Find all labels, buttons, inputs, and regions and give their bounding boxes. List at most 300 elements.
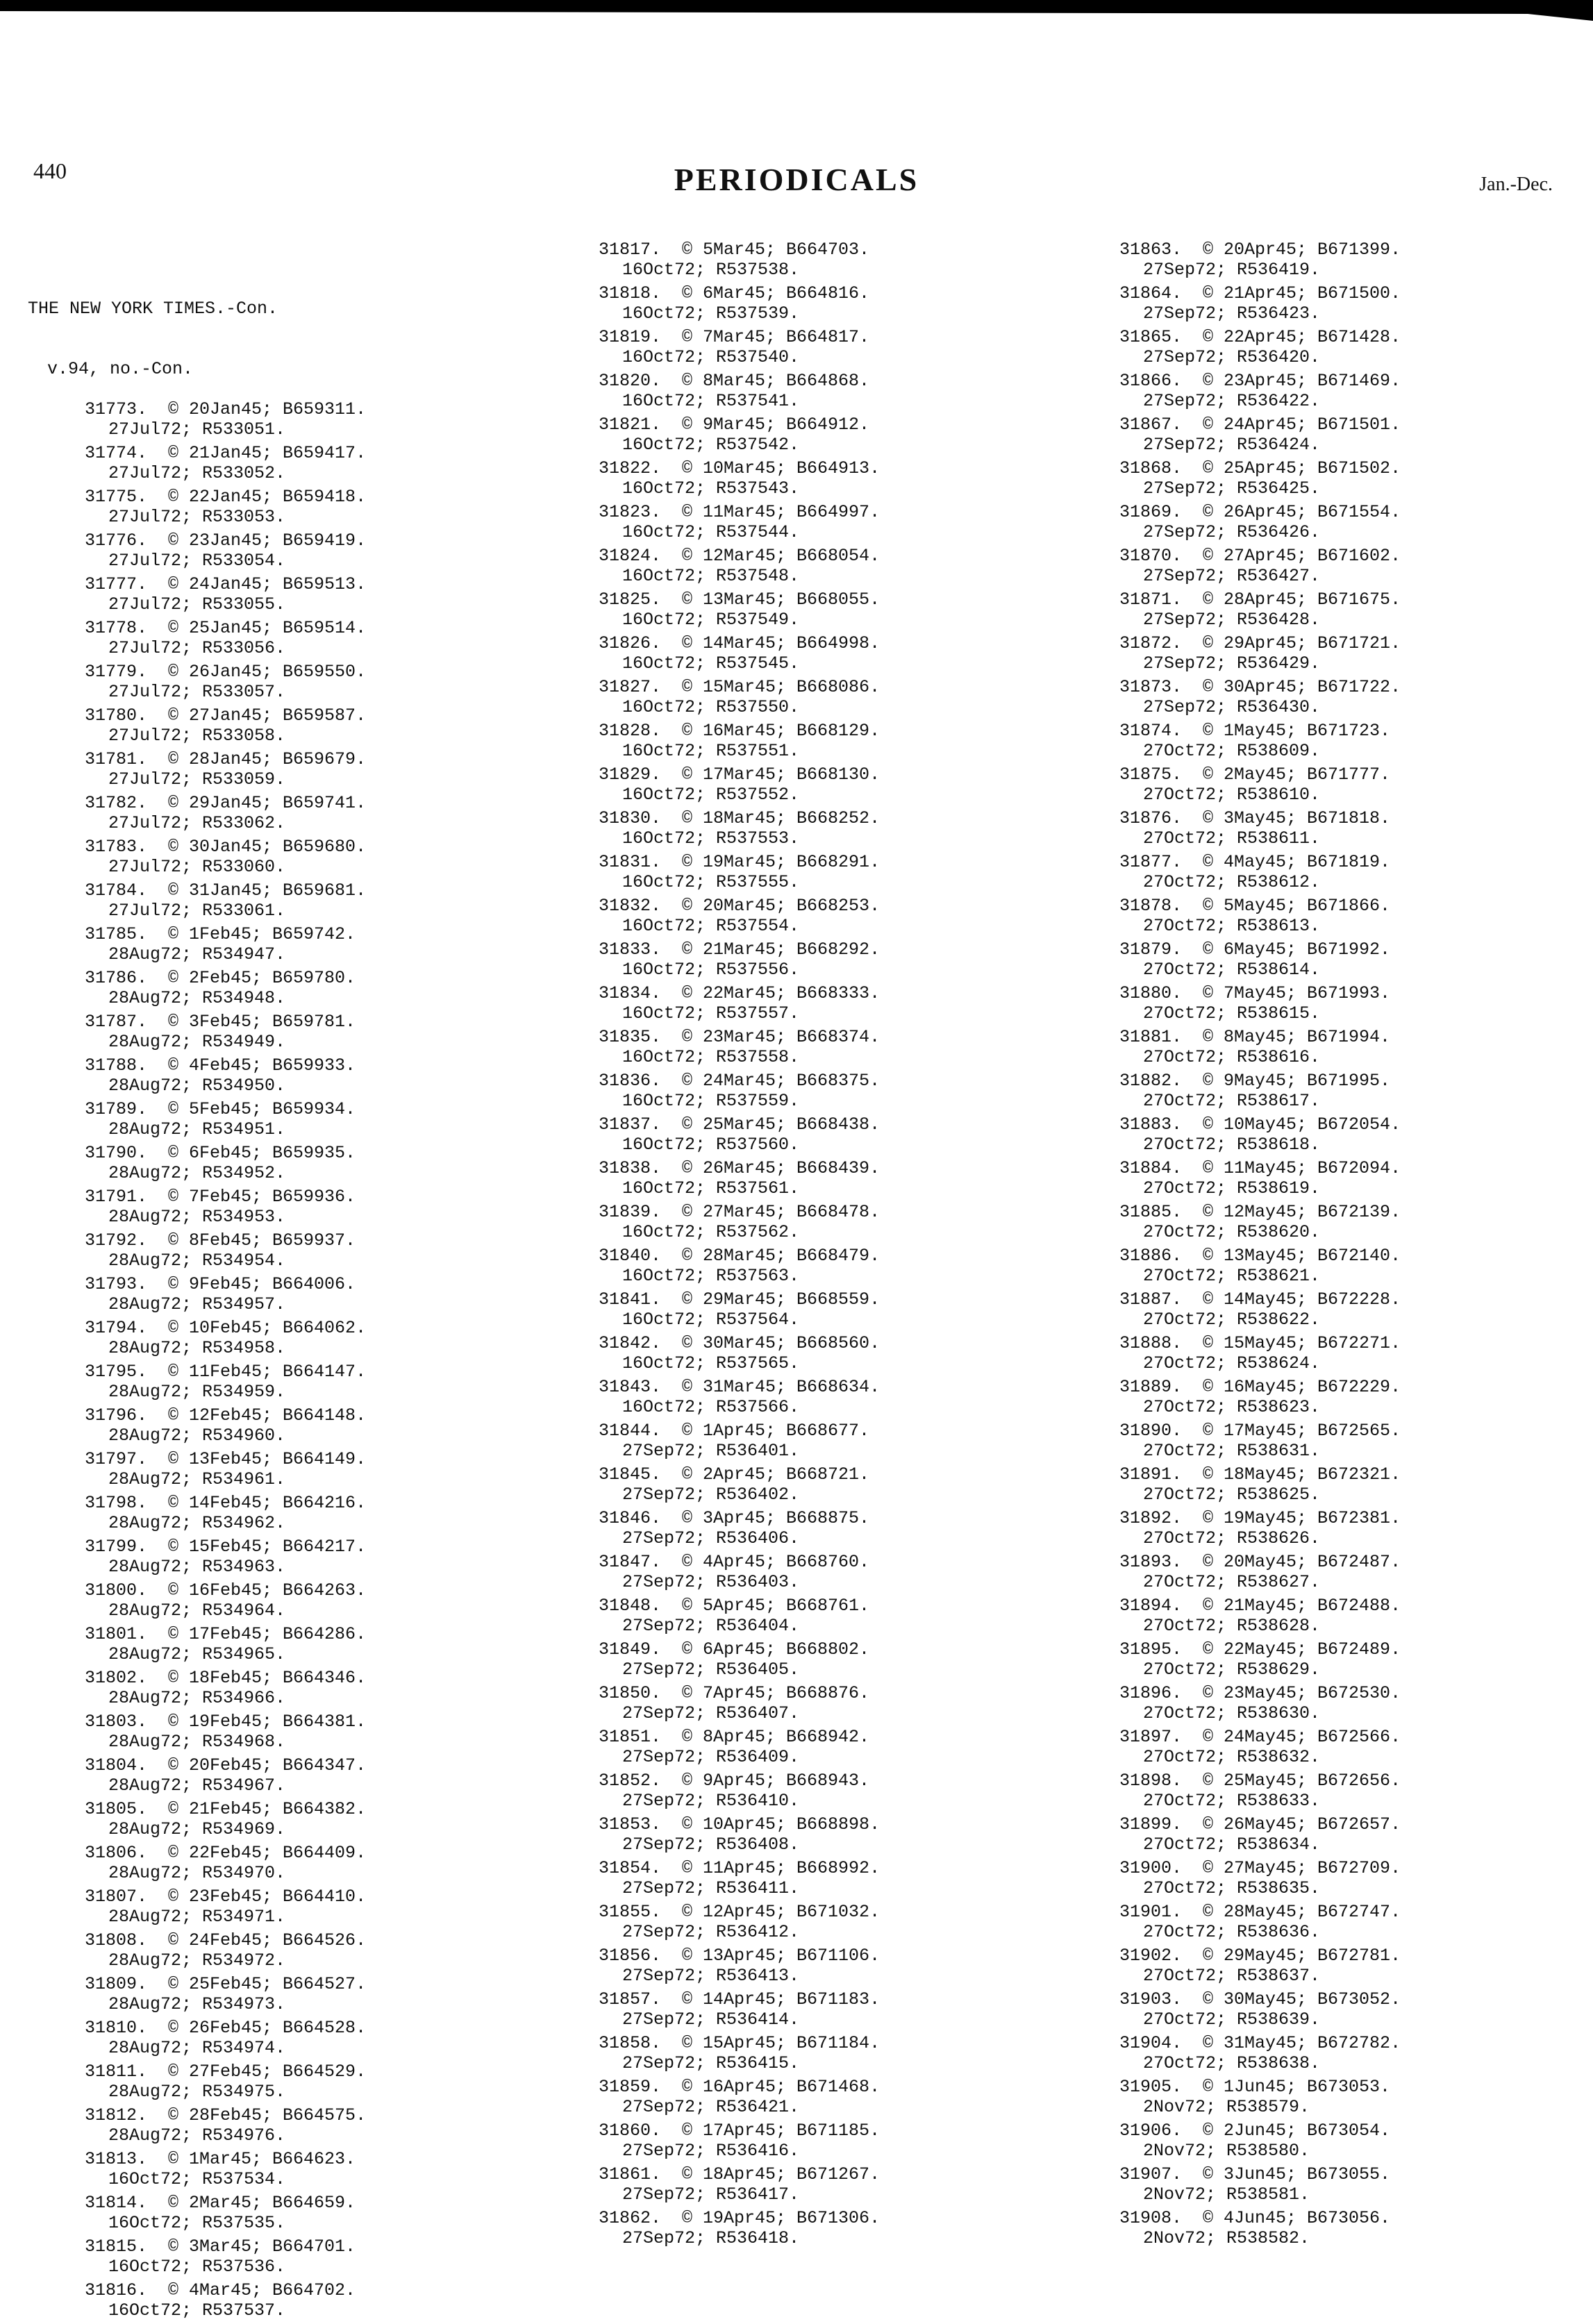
entry-renewal-line: 27Sep72; R536424. xyxy=(1143,435,1321,455)
entry-renewal-line: 27Jul72; R533056. xyxy=(108,638,286,658)
entry-renewal-line: 16Oct72; R537534. xyxy=(108,2169,286,2189)
entry-registration-line: 31890. © 17May45; B672565. xyxy=(1119,1421,1401,1441)
entry-renewal-line: 27Oct72; R538636. xyxy=(1143,1922,1321,1942)
entry-registration-line: 31820. © 8Mar45; B664868. xyxy=(599,371,870,391)
registration-entry xyxy=(599,939,880,980)
registration-entry xyxy=(28,2280,366,2321)
registration-entry xyxy=(1119,1771,1401,1811)
entry-renewal-line: 16Oct72; R537556. xyxy=(622,960,800,980)
registration-entry xyxy=(599,546,880,586)
entry-registration-line: 31901. © 28May45; B672747. xyxy=(1119,1902,1401,1922)
entry-renewal-line: 16Oct72; R537540. xyxy=(622,347,800,367)
entry-renewal-line: 16Oct72; R537535. xyxy=(108,2213,286,2233)
page-number: 440 xyxy=(33,158,67,183)
registration-entry xyxy=(599,1071,880,1111)
entry-registration-line: 31894. © 21May45; B672488. xyxy=(1119,1596,1401,1616)
entry-registration-line: 31845. © 2Apr45; B668721. xyxy=(599,1464,870,1485)
entry-renewal-line: 28Aug72; R534966. xyxy=(108,1688,286,1708)
entry-renewal-line: 27Sep72; R536414. xyxy=(622,2009,800,2030)
registration-entry xyxy=(28,1405,366,1446)
registration-entry xyxy=(1119,1596,1401,1636)
entry-registration-line: 31876. © 3May45; B671818. xyxy=(1119,808,1391,828)
registration-entry xyxy=(1119,1727,1401,1767)
entry-renewal-line: 16Oct72; R537543. xyxy=(622,478,800,499)
entry-renewal-line: 27Sep72; R536408. xyxy=(622,1834,800,1855)
entry-registration-line: 31839. © 27Mar45; B668478. xyxy=(599,1202,881,1222)
entry-registration-line: 31804. © 20Feb45; B664347. xyxy=(85,1755,367,1775)
entry-registration-line: 31846. © 3Apr45; B668875. xyxy=(599,1508,870,1528)
entry-registration-line: 31897. © 24May45; B672566. xyxy=(1119,1727,1401,1747)
entry-renewal-line: 2Nov72; R538582. xyxy=(1143,2228,1310,2248)
entry-renewal-line: 16Oct72; R537544. xyxy=(622,522,800,542)
registration-entry xyxy=(599,1771,880,1811)
registration-entry xyxy=(1119,1683,1401,1723)
entry-registration-line: 31881. © 8May45; B671994. xyxy=(1119,1027,1391,1047)
registration-entry xyxy=(599,1246,880,1286)
registration-entry xyxy=(28,1012,366,1052)
entry-renewal-line: 27Sep72; R536427. xyxy=(1143,566,1321,586)
entry-renewal-line: 27Oct72; R538610. xyxy=(1143,785,1321,805)
entry-renewal-line: 28Aug72; R534954. xyxy=(108,1251,286,1271)
registration-entry xyxy=(28,2062,366,2102)
entry-renewal-line: 27Jul72; R533058. xyxy=(108,726,286,746)
entry-renewal-line: 28Aug72; R534947. xyxy=(108,944,286,964)
registration-entry xyxy=(28,574,366,615)
periodical-heading: THE NEW YORK TIMES.-Con. xyxy=(28,299,278,319)
entry-registration-line: 31842. © 30Mar45; B668560. xyxy=(599,1333,881,1353)
registration-entry xyxy=(599,1114,880,1155)
registration-entry xyxy=(1119,1814,1401,1855)
column-2 xyxy=(599,240,880,2252)
entry-registration-line: 31864. © 21Apr45; B671500. xyxy=(1119,283,1401,303)
entry-renewal-line: 27Oct72; R538638. xyxy=(1143,2053,1321,2073)
entry-registration-line: 31904. © 31May45; B672782. xyxy=(1119,2033,1401,2053)
entry-renewal-line: 28Aug72; R534961. xyxy=(108,1469,286,1489)
entry-renewal-line: 27Sep72; R536405. xyxy=(622,1660,800,1680)
registration-entry xyxy=(599,415,880,455)
page-title: PERIODICALS xyxy=(674,162,919,197)
registration-entry xyxy=(1119,2033,1401,2073)
entry-renewal-line: 27Jul72; R533054. xyxy=(108,551,286,571)
registration-entry xyxy=(599,1377,880,1417)
entry-registration-line: 31819. © 7Mar45; B664817. xyxy=(599,327,870,347)
entry-registration-line: 31834. © 22Mar45; B668333. xyxy=(599,983,881,1003)
registration-entry xyxy=(1119,1552,1401,1592)
entry-registration-line: 31896. © 23May45; B672530. xyxy=(1119,1683,1401,1703)
entry-registration-line: 31773. © 20Jan45; B659311. xyxy=(85,399,367,419)
registration-entry xyxy=(1119,590,1401,630)
registration-entry xyxy=(28,1187,366,1227)
entry-renewal-line: 28Aug72; R534953. xyxy=(108,1207,286,1227)
registration-entry xyxy=(599,633,880,674)
entry-registration-line: 31832. © 20Mar45; B668253. xyxy=(599,896,881,916)
entry-renewal-line: 28Aug72; R534972. xyxy=(108,1950,286,1971)
registration-entry xyxy=(1119,1989,1401,2030)
entry-renewal-line: 28Aug72; R534970. xyxy=(108,1863,286,1883)
entry-renewal-line: 27Oct72; R538616. xyxy=(1143,1047,1321,1067)
entry-renewal-line: 28Aug72; R534951. xyxy=(108,1119,286,1139)
entry-registration-line: 31817. © 5Mar45; B664703. xyxy=(599,240,870,260)
entry-registration-line: 31903. © 30May45; B673052. xyxy=(1119,1989,1401,2009)
entry-renewal-line: 16Oct72; R537566. xyxy=(622,1397,800,1417)
registration-entry xyxy=(599,852,880,892)
registration-entry xyxy=(599,1814,880,1855)
registration-entry xyxy=(599,1727,880,1767)
registration-entry xyxy=(599,2208,880,2248)
registration-entry xyxy=(599,983,880,1023)
registration-entry xyxy=(28,2149,366,2189)
registration-entry xyxy=(1119,546,1401,586)
entry-registration-line: 31874. © 1May45; B671723. xyxy=(1119,721,1391,741)
registration-entry xyxy=(28,1712,366,1752)
entry-renewal-line: 27Sep72; R536426. xyxy=(1143,522,1321,542)
registration-entry xyxy=(1119,1246,1401,1286)
registration-entry xyxy=(28,1799,366,1839)
entry-registration-line: 31822. © 10Mar45; B664913. xyxy=(599,458,881,478)
entry-renewal-line: 16Oct72; R537545. xyxy=(622,653,800,674)
entry-renewal-line: 16Oct72; R537562. xyxy=(622,1222,800,1242)
registration-entry xyxy=(28,1580,366,1621)
registration-entry xyxy=(28,705,366,746)
registration-entry xyxy=(28,1537,366,1577)
date-range: Jan.-Dec. xyxy=(1479,174,1553,195)
entry-registration-line: 31830. © 18Mar45; B668252. xyxy=(599,808,881,828)
entry-registration-line: 31791. © 7Feb45; B659936. xyxy=(85,1187,356,1207)
entry-registration-line: 31871. © 28Apr45; B671675. xyxy=(1119,590,1401,610)
registration-entry xyxy=(599,1421,880,1461)
entry-renewal-line: 27Sep72; R536430. xyxy=(1143,697,1321,717)
entry-renewal-line: 27Sep72; R536402. xyxy=(622,1485,800,1505)
entry-renewal-line: 27Sep72; R536409. xyxy=(622,1747,800,1767)
entry-registration-line: 31849. © 6Apr45; B668802. xyxy=(599,1639,870,1660)
entry-renewal-line: 28Aug72; R534971. xyxy=(108,1907,286,1927)
entry-registration-line: 31860. © 17Apr45; B671185. xyxy=(599,2121,881,2141)
registration-entry xyxy=(599,590,880,630)
entry-registration-line: 31785. © 1Feb45; B659742. xyxy=(85,924,356,944)
registration-entry xyxy=(28,2105,366,2146)
registration-entry xyxy=(1119,1377,1401,1417)
registration-entry xyxy=(28,1274,366,1314)
entry-renewal-line: 27Sep72; R536410. xyxy=(622,1791,800,1811)
entry-renewal-line: 16Oct72; R537561. xyxy=(622,1178,800,1198)
entry-registration-line: 31853. © 10Apr45; B668898. xyxy=(599,1814,881,1834)
registration-entry xyxy=(28,1887,366,1927)
entry-registration-line: 31893. © 20May45; B672487. xyxy=(1119,1552,1401,1572)
registration-entry xyxy=(1119,808,1401,848)
entry-registration-line: 31829. © 17Mar45; B668130. xyxy=(599,764,881,785)
entry-registration-line: 31848. © 5Apr45; B668761. xyxy=(599,1596,870,1616)
entry-renewal-line: 27Sep72; R536421. xyxy=(622,2097,800,2117)
registration-entry xyxy=(599,764,880,805)
entry-registration-line: 31788. © 4Feb45; B659933. xyxy=(85,1055,356,1076)
registration-entry xyxy=(1119,1858,1401,1898)
registration-entry xyxy=(1119,1946,1401,1986)
entry-renewal-line: 28Aug72; R534968. xyxy=(108,1732,286,1752)
entry-renewal-line: 27Oct72; R538630. xyxy=(1143,1703,1321,1723)
registration-entry xyxy=(599,1464,880,1505)
entry-registration-line: 31898. © 25May45; B672656. xyxy=(1119,1771,1401,1791)
entry-registration-line: 31798. © 14Feb45; B664216. xyxy=(85,1493,367,1513)
entry-renewal-line: 27Sep72; R536429. xyxy=(1143,653,1321,674)
entry-renewal-line: 27Sep72; R536406. xyxy=(622,1528,800,1548)
registration-entry xyxy=(599,458,880,499)
entry-registration-line: 31870. © 27Apr45; B671602. xyxy=(1119,546,1401,566)
entry-renewal-line: 16Oct72; R537558. xyxy=(622,1047,800,1067)
entry-registration-line: 31879. © 6May45; B671992. xyxy=(1119,939,1391,960)
entry-registration-line: 31856. © 13Apr45; B671106. xyxy=(599,1946,881,1966)
entry-renewal-line: 27Oct72; R538625. xyxy=(1143,1485,1321,1505)
entry-registration-line: 31814. © 2Mar45; B664659. xyxy=(85,2193,356,2213)
registration-entry xyxy=(28,1143,366,1183)
top-rule xyxy=(0,0,1593,21)
entry-registration-line: 31861. © 18Apr45; B671267. xyxy=(599,2164,881,2184)
entry-renewal-line: 27Jul72; R533060. xyxy=(108,857,286,877)
registration-entry xyxy=(599,1027,880,1067)
entry-renewal-line: 16Oct72; R537557. xyxy=(622,1003,800,1023)
entry-registration-line: 31776. © 23Jan45; B659419. xyxy=(85,530,367,551)
entry-registration-line: 31816. © 4Mar45; B664702. xyxy=(85,2280,356,2300)
registration-entry xyxy=(28,1230,366,1271)
entry-registration-line: 31809. © 25Feb45; B664527. xyxy=(85,1974,367,1994)
entry-registration-line: 31818. © 6Mar45; B664816. xyxy=(599,283,870,303)
entry-renewal-line: 27Jul72; R533061. xyxy=(108,901,286,921)
entry-renewal-line: 16Oct72; R537551. xyxy=(622,741,800,761)
registration-entry xyxy=(28,1099,366,1139)
entry-renewal-line: 27Jul72; R533051. xyxy=(108,419,286,440)
entry-registration-line: 31784. © 31Jan45; B659681. xyxy=(85,880,367,901)
registration-entry xyxy=(28,749,366,789)
registration-entry xyxy=(1119,1639,1401,1680)
entry-renewal-line: 16Oct72; R537564. xyxy=(622,1310,800,1330)
entry-registration-line: 31857. © 14Apr45; B671183. xyxy=(599,1989,881,2009)
registration-entry xyxy=(1119,677,1401,717)
entry-registration-line: 31866. © 23Apr45; B671469. xyxy=(1119,371,1401,391)
registration-entry xyxy=(599,1202,880,1242)
entry-registration-line: 31808. © 24Feb45; B664526. xyxy=(85,1930,367,1950)
entry-renewal-line: 27Oct72; R538613. xyxy=(1143,916,1321,936)
entry-renewal-line: 16Oct72; R537560. xyxy=(622,1135,800,1155)
registration-entry xyxy=(28,793,366,833)
entry-registration-line: 31780. © 27Jan45; B659587. xyxy=(85,705,367,726)
entry-renewal-line: 16Oct72; R537537. xyxy=(108,2300,286,2321)
registration-entry xyxy=(28,837,366,877)
entry-renewal-line: 27Oct72; R538632. xyxy=(1143,1747,1321,1767)
registration-entry xyxy=(599,2077,880,2117)
registration-entry xyxy=(1119,1202,1401,1242)
entry-renewal-line: 27Oct72; R538618. xyxy=(1143,1135,1321,1155)
registration-entry xyxy=(599,1858,880,1898)
registration-entry xyxy=(1119,1027,1401,1067)
entry-renewal-line: 28Aug72; R534960. xyxy=(108,1426,286,1446)
entry-renewal-line: 27Oct72; R538629. xyxy=(1143,1660,1321,1680)
entry-registration-line: 31823. © 11Mar45; B664997. xyxy=(599,502,881,522)
entry-registration-line: 31889. © 16May45; B672229. xyxy=(1119,1377,1401,1397)
entry-registration-line: 31805. © 21Feb45; B664382. xyxy=(85,1799,367,1819)
entry-registration-line: 31795. © 11Feb45; B664147. xyxy=(85,1362,367,1382)
entry-renewal-line: 27Sep72; R536423. xyxy=(1143,303,1321,324)
entry-registration-line: 31902. © 29May45; B672781. xyxy=(1119,1946,1401,1966)
entry-registration-line: 31868. © 25Apr45; B671502. xyxy=(1119,458,1401,478)
registration-entry xyxy=(28,487,366,527)
entry-registration-line: 31807. © 23Feb45; B664410. xyxy=(85,1887,367,1907)
entry-renewal-line: 27Oct72; R538627. xyxy=(1143,1572,1321,1592)
entry-renewal-line: 27Sep72; R536413. xyxy=(622,1966,800,1986)
entry-renewal-line: 27Oct72; R538609. xyxy=(1143,741,1321,761)
registration-entry xyxy=(599,721,880,761)
entry-renewal-line: 27Sep72; R536419. xyxy=(1143,260,1321,280)
entry-registration-line: 31810. © 26Feb45; B664528. xyxy=(85,2018,367,2038)
registration-entry xyxy=(1119,1421,1401,1461)
registration-entry xyxy=(1119,458,1401,499)
entry-registration-line: 31878. © 5May45; B671866. xyxy=(1119,896,1391,916)
registration-entry xyxy=(28,2237,366,2277)
registration-entry xyxy=(1119,1071,1401,1111)
entry-renewal-line: 16Oct72; R537553. xyxy=(622,828,800,848)
entry-renewal-line: 27Oct72; R538619. xyxy=(1143,1178,1321,1198)
entry-registration-line: 31883. © 10May45; B672054. xyxy=(1119,1114,1401,1135)
entry-renewal-line: 28Aug72; R534958. xyxy=(108,1338,286,1358)
volume-heading: v.94, no.-Con. xyxy=(47,359,194,379)
entry-registration-line: 31779. © 26Jan45; B659550. xyxy=(85,662,367,682)
entry-registration-line: 31812. © 28Feb45; B664575. xyxy=(85,2105,367,2125)
registration-entry xyxy=(1119,1902,1401,1942)
registration-entry xyxy=(599,502,880,542)
entry-registration-line: 31837. © 25Mar45; B668438. xyxy=(599,1114,881,1135)
entry-renewal-line: 28Aug72; R534950. xyxy=(108,1076,286,1096)
registration-entry xyxy=(28,1668,366,1708)
entry-renewal-line: 27Sep72; R536417. xyxy=(622,2184,800,2205)
column-3 xyxy=(1119,240,1401,2252)
entry-renewal-line: 27Sep72; R536404. xyxy=(622,1616,800,1636)
registration-entry xyxy=(28,1624,366,1664)
entry-renewal-line: 28Aug72; R534952. xyxy=(108,1163,286,1183)
registration-entry xyxy=(28,1055,366,1096)
entry-renewal-line: 27Oct72; R538631. xyxy=(1143,1441,1321,1461)
entry-renewal-line: 28Aug72; R534959. xyxy=(108,1382,286,1402)
entry-renewal-line: 2Nov72; R538580. xyxy=(1143,2141,1310,2161)
registration-entry xyxy=(1119,764,1401,805)
entry-registration-line: 31778. © 25Jan45; B659514. xyxy=(85,618,367,638)
entry-renewal-line: 28Aug72; R534967. xyxy=(108,1775,286,1796)
registration-entry xyxy=(599,1289,880,1330)
entry-registration-line: 31782. © 29Jan45; B659741. xyxy=(85,793,367,813)
entry-renewal-line: 27Oct72; R538623. xyxy=(1143,1397,1321,1417)
registration-entry xyxy=(28,1318,366,1358)
registration-entry xyxy=(28,443,366,483)
entry-registration-line: 31873. © 30Apr45; B671722. xyxy=(1119,677,1401,697)
entry-registration-line: 31775. © 22Jan45; B659418. xyxy=(85,487,367,507)
registration-entry xyxy=(1119,1114,1401,1155)
entry-renewal-line: 16Oct72; R537542. xyxy=(622,435,800,455)
entry-registration-line: 31799. © 15Feb45; B664217. xyxy=(85,1537,367,1557)
entry-registration-line: 31826. © 14Mar45; B664998. xyxy=(599,633,881,653)
registration-entry xyxy=(1119,983,1401,1023)
entry-renewal-line: 27Oct72; R538626. xyxy=(1143,1528,1321,1548)
entry-renewal-line: 27Sep72; R536422. xyxy=(1143,391,1321,411)
entry-registration-line: 31877. © 4May45; B671819. xyxy=(1119,852,1391,872)
registration-entry xyxy=(1119,633,1401,674)
registration-entry xyxy=(599,1946,880,1986)
entry-renewal-line: 16Oct72; R537552. xyxy=(622,785,800,805)
entry-renewal-line: 16Oct72; R537539. xyxy=(622,303,800,324)
entry-renewal-line: 27Sep72; R536420. xyxy=(1143,347,1321,367)
entry-registration-line: 31841. © 29Mar45; B668559. xyxy=(599,1289,881,1310)
entry-registration-line: 31863. © 20Apr45; B671399. xyxy=(1119,240,1401,260)
entry-registration-line: 31802. © 18Feb45; B664346. xyxy=(85,1668,367,1688)
registration-entry xyxy=(1119,2077,1401,2117)
entry-registration-line: 31888. © 15May45; B672271. xyxy=(1119,1333,1401,1353)
entry-renewal-line: 16Oct72; R537565. xyxy=(622,1353,800,1373)
registration-entry xyxy=(599,1333,880,1373)
registration-entry xyxy=(28,1755,366,1796)
entry-registration-line: 31831. © 19Mar45; B668291. xyxy=(599,852,881,872)
registration-entry xyxy=(599,896,880,936)
entry-registration-line: 31867. © 24Apr45; B671501. xyxy=(1119,415,1401,435)
registration-entry xyxy=(599,2033,880,2073)
entry-renewal-line: 28Aug72; R534974. xyxy=(108,2038,286,2058)
entry-renewal-line: 27Sep72; R536428. xyxy=(1143,610,1321,630)
entry-renewal-line: 27Sep72; R536415. xyxy=(622,2053,800,2073)
registration-entry xyxy=(599,677,880,717)
entry-renewal-line: 16Oct72; R537559. xyxy=(622,1091,800,1111)
entry-registration-line: 31882. © 9May45; B671995. xyxy=(1119,1071,1391,1091)
entry-renewal-line: 28Aug72; R534973. xyxy=(108,1994,286,2014)
entry-registration-line: 31880. © 7May45; B671993. xyxy=(1119,983,1391,1003)
registration-entry xyxy=(599,1508,880,1548)
registration-entry xyxy=(1119,939,1401,980)
entry-registration-line: 31885. © 12May45; B672139. xyxy=(1119,1202,1401,1222)
registration-entry xyxy=(1119,1333,1401,1373)
entry-renewal-line: 27Jul72; R533062. xyxy=(108,813,286,833)
registration-entry xyxy=(28,968,366,1008)
entry-renewal-line: 16Oct72; R537538. xyxy=(622,260,800,280)
entry-renewal-line: 28Aug72; R534975. xyxy=(108,2082,286,2102)
registration-entry xyxy=(599,1596,880,1636)
entry-registration-line: 31828. © 16Mar45; B668129. xyxy=(599,721,881,741)
entry-registration-line: 31858. © 15Apr45; B671184. xyxy=(599,2033,881,2053)
entry-registration-line: 31787. © 3Feb45; B659781. xyxy=(85,1012,356,1032)
entry-registration-line: 31800. © 16Feb45; B664263. xyxy=(85,1580,367,1600)
entry-registration-line: 31794. © 10Feb45; B664062. xyxy=(85,1318,367,1338)
entry-renewal-line: 27Oct72; R538615. xyxy=(1143,1003,1321,1023)
registration-entry xyxy=(1119,896,1401,936)
entry-renewal-line: 28Aug72; R534949. xyxy=(108,1032,286,1052)
entry-registration-line: 31900. © 27May45; B672709. xyxy=(1119,1858,1401,1878)
registration-entry xyxy=(599,1902,880,1942)
entry-renewal-line: 27Sep72; R536425. xyxy=(1143,478,1321,499)
entry-registration-line: 31906. © 2Jun45; B673054. xyxy=(1119,2121,1391,2141)
entry-registration-line: 31850. © 7Apr45; B668876. xyxy=(599,1683,870,1703)
entry-renewal-line: 27Oct72; R538633. xyxy=(1143,1791,1321,1811)
entry-registration-line: 31811. © 27Feb45; B664529. xyxy=(85,2062,367,2082)
entry-registration-line: 31886. © 13May45; B672140. xyxy=(1119,1246,1401,1266)
entry-renewal-line: 27Oct72; R538637. xyxy=(1143,1966,1321,1986)
registration-entry xyxy=(599,1639,880,1680)
registration-entry xyxy=(28,1449,366,1489)
entry-registration-line: 31892. © 19May45; B672381. xyxy=(1119,1508,1401,1528)
entry-registration-line: 31895. © 22May45; B672489. xyxy=(1119,1639,1401,1660)
registration-entry xyxy=(1119,415,1401,455)
entry-renewal-line: 27Jul72; R533059. xyxy=(108,769,286,789)
entry-registration-line: 31852. © 9Apr45; B668943. xyxy=(599,1771,870,1791)
entry-registration-line: 31786. © 2Feb45; B659780. xyxy=(85,968,356,988)
entry-renewal-line: 28Aug72; R534948. xyxy=(108,988,286,1008)
entry-renewal-line: 16Oct72; R537550. xyxy=(622,697,800,717)
entry-renewal-line: 27Oct72; R538611. xyxy=(1143,828,1321,848)
entry-renewal-line: 27Oct72; R538634. xyxy=(1143,1834,1321,1855)
entry-renewal-line: 28Aug72; R534962. xyxy=(108,1513,286,1533)
registration-entry xyxy=(28,662,366,702)
